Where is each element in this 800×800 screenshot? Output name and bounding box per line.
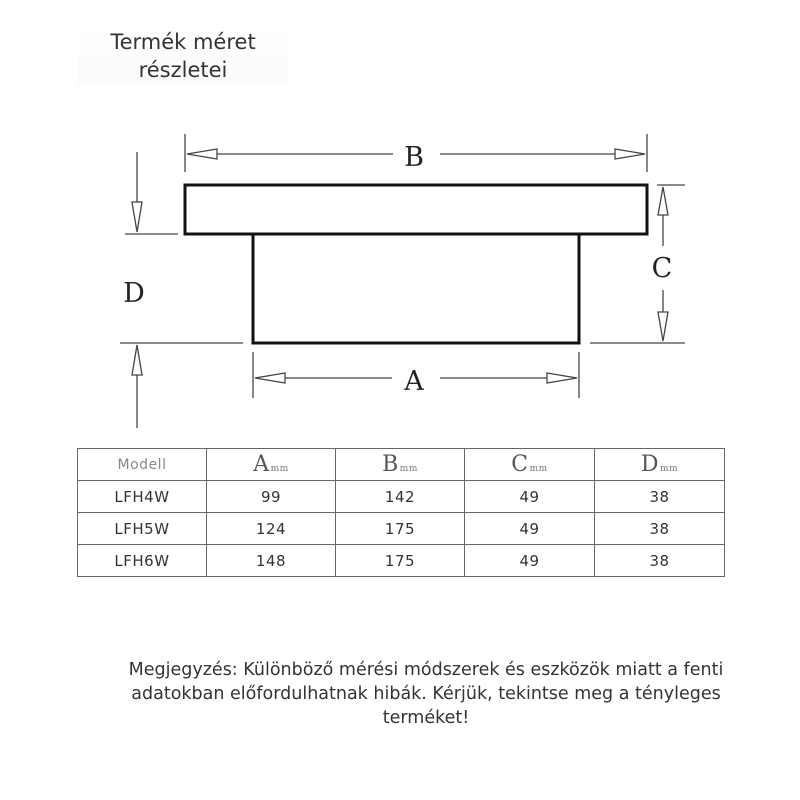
cell-c: 49 — [465, 545, 595, 577]
spec-table — [77, 448, 725, 577]
table-row — [78, 481, 725, 513]
cell-model: LFH4W — [78, 481, 207, 513]
label-d: D — [123, 278, 145, 309]
cell-c: 49 — [465, 481, 595, 513]
header-a-unit: mm — [270, 464, 289, 474]
model-header: Modell — [78, 449, 207, 481]
handle-base-block — [253, 234, 579, 343]
handle-top-plate — [185, 185, 647, 234]
cell-b: 175 — [336, 513, 465, 545]
header-d-unit: mm — [660, 464, 679, 474]
title-line-1: Termék méret — [110, 30, 256, 54]
disclaimer-note — [80, 658, 772, 730]
table-row — [78, 545, 725, 577]
cell-d: 38 — [595, 545, 725, 577]
cell-c: 49 — [465, 513, 595, 545]
header-c-letter: C — [511, 452, 529, 477]
cell-a: 99 — [207, 481, 336, 513]
header-b — [336, 449, 465, 481]
label-c: C — [651, 253, 673, 284]
header-c — [465, 449, 595, 481]
table-row — [78, 513, 725, 545]
header-a — [207, 449, 336, 481]
title-line-2: részletei — [138, 58, 228, 82]
header-b-unit: mm — [399, 464, 418, 474]
header-a-letter: A — [253, 452, 270, 477]
note-line-3: terméket! — [382, 708, 470, 728]
header-d — [595, 449, 725, 481]
header-d-letter: D — [640, 452, 660, 477]
cell-model: LFH5W — [78, 513, 207, 545]
note-line-2: adatokban előfordulhatnak hibák. Kérjük, tekintse meg a tényleges — [131, 684, 721, 704]
cell-d: 38 — [595, 513, 725, 545]
note-line-1: Megjegyzés: Különböző mérési módszerek és eszközök miatt a fenti — [128, 660, 724, 680]
cell-a: 148 — [207, 545, 336, 577]
label-a: A — [404, 366, 424, 397]
cell-d: 38 — [595, 481, 725, 513]
cell-b: 175 — [336, 545, 465, 577]
cell-model: LFH6W — [78, 545, 207, 577]
cell-b: 142 — [336, 481, 465, 513]
header-b-letter: B — [382, 452, 399, 477]
header-c-unit: mm — [529, 464, 548, 474]
table-header-row — [78, 449, 725, 481]
label-b: B — [404, 142, 424, 173]
cell-a: 124 — [207, 513, 336, 545]
